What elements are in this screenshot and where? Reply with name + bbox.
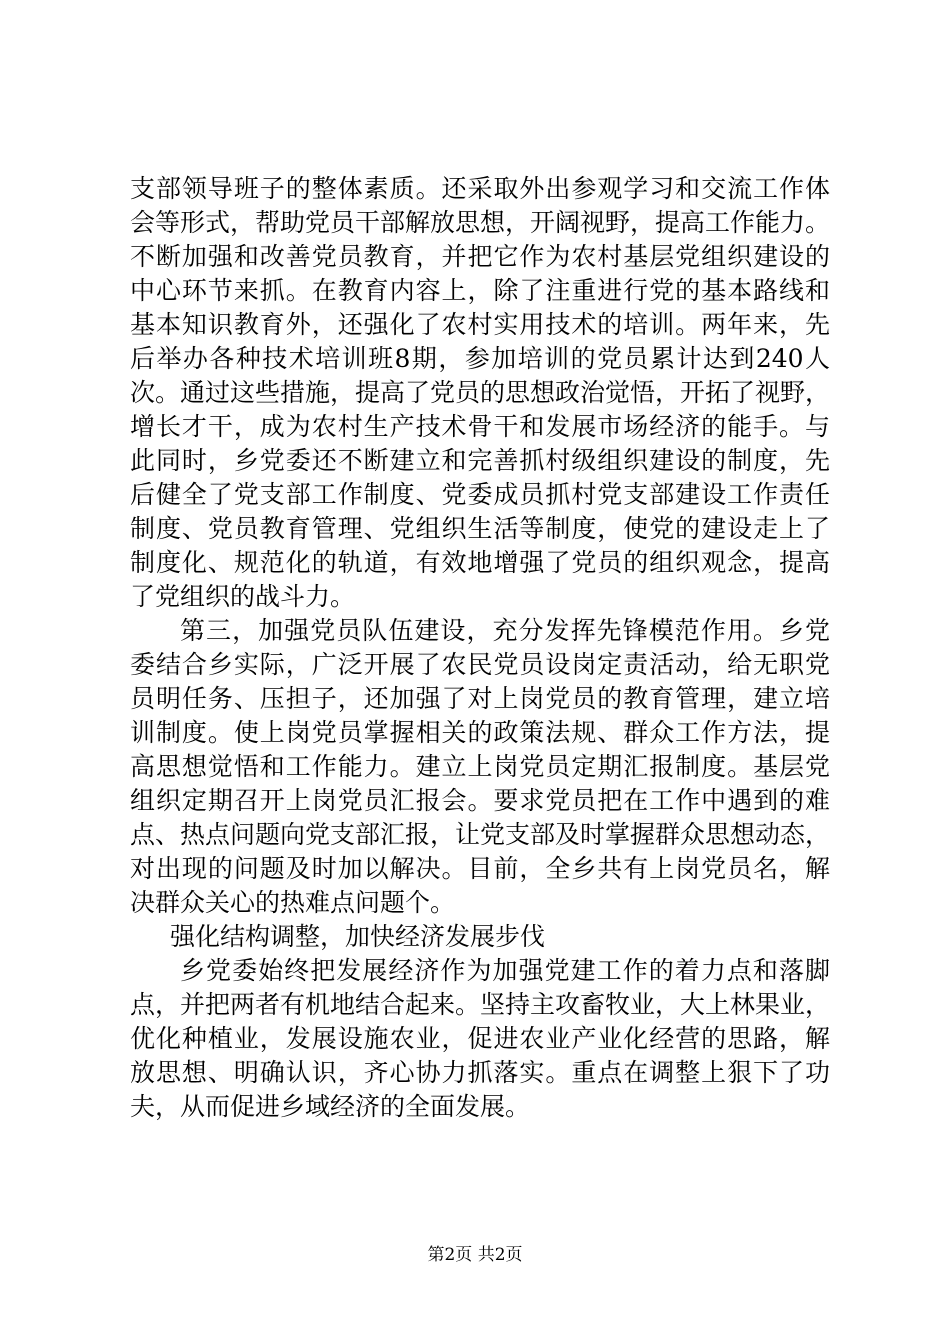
text-line: 高思想觉悟和工作能力。建立上岗党员定期汇报制度。基层党: [130, 752, 830, 781]
text-line: 此同时，乡党委还不断建立和完善抓村级组织建设的制度，先: [130, 446, 830, 475]
text-line: 组织定期召开上岗党员汇报会。要求党员把在工作中遇到的难: [130, 786, 830, 815]
text-line: 会等形式，帮助党员干部解放思想，开阔视野，提高工作能力。: [130, 208, 831, 237]
document-body: [130, 172, 830, 1124]
text-line: 中心环节来抓。在教育内容上，除了注重进行党的基本路线和: [130, 276, 830, 305]
text-line: 委结合乡实际，广泛开展了农民党员设岗定责活动，给无职党: [130, 650, 830, 679]
text-line: 了党组织的战斗力。: [130, 582, 356, 611]
page-number-footer: 第2页 共2页: [427, 1245, 523, 1265]
text-line: 次。通过这些措施，提高了党员的思想政治觉悟，开拓了视野，: [130, 378, 831, 407]
paragraph-start-line: 第三，加强党员队伍建设，充分发挥先锋模范作用。乡党: [180, 616, 830, 645]
text-line: 增长才干，成为农村生产技术骨干和发展市场经济的能手。与: [130, 412, 830, 441]
text-line: 制度、党员教育管理、党组织生活等制度，使党的建设走上了: [130, 514, 830, 543]
text-line: 点，并把两者有机地结合起来。坚持主攻畜牧业，大上林果业，: [130, 990, 831, 1019]
text-line: 不断加强和改善党员教育，并把它作为农村基层党组织建设的: [130, 242, 830, 271]
text-line: 决群众关心的热难点问题个。: [130, 888, 456, 917]
text-line: 后健全了党支部工作制度、党委成员抓村党支部建设工作责任: [130, 480, 830, 509]
text-line: 放思想、明确认识，齐心协力抓落实。重点在调整上狠下了功: [130, 1058, 830, 1087]
section-heading: 强化结构调整，加快经济发展步伐: [170, 922, 546, 951]
text-line: 制度化、规范化的轨道，有效地增强了党员的组织观念，提高: [130, 548, 830, 577]
text-line: 优化种植业，发展设施农业，促进农业产业化经营的思路，解: [130, 1024, 830, 1053]
text-line: 员明任务、压担子，还加强了对上岗党员的教育管理，建立培: [130, 684, 830, 713]
text-line: 支部领导班子的整体素质。还采取外出参观学习和交流工作体: [130, 174, 830, 203]
paragraph-start-line: 乡党委始终把发展经济作为加强党建工作的着力点和落脚: [180, 956, 830, 985]
text-line: 训制度。使上岗党员掌握相关的政策法规、群众工作方法，提: [130, 718, 830, 747]
text-line: 夫，从而促进乡域经济的全面发展。: [130, 1092, 531, 1121]
text-line: 后举办各种技术培训班8期，参加培训的党员累计达到240人: [130, 344, 830, 373]
text-line: 点、热点问题向党支部汇报，让党支部及时掌握群众思想动态，: [130, 820, 831, 849]
text-line: 对出现的问题及时加以解决。目前，全乡共有上岗党员名，解: [130, 854, 830, 883]
text-line: 基本知识教育外，还强化了农村实用技术的培训。两年来，先: [130, 310, 830, 339]
